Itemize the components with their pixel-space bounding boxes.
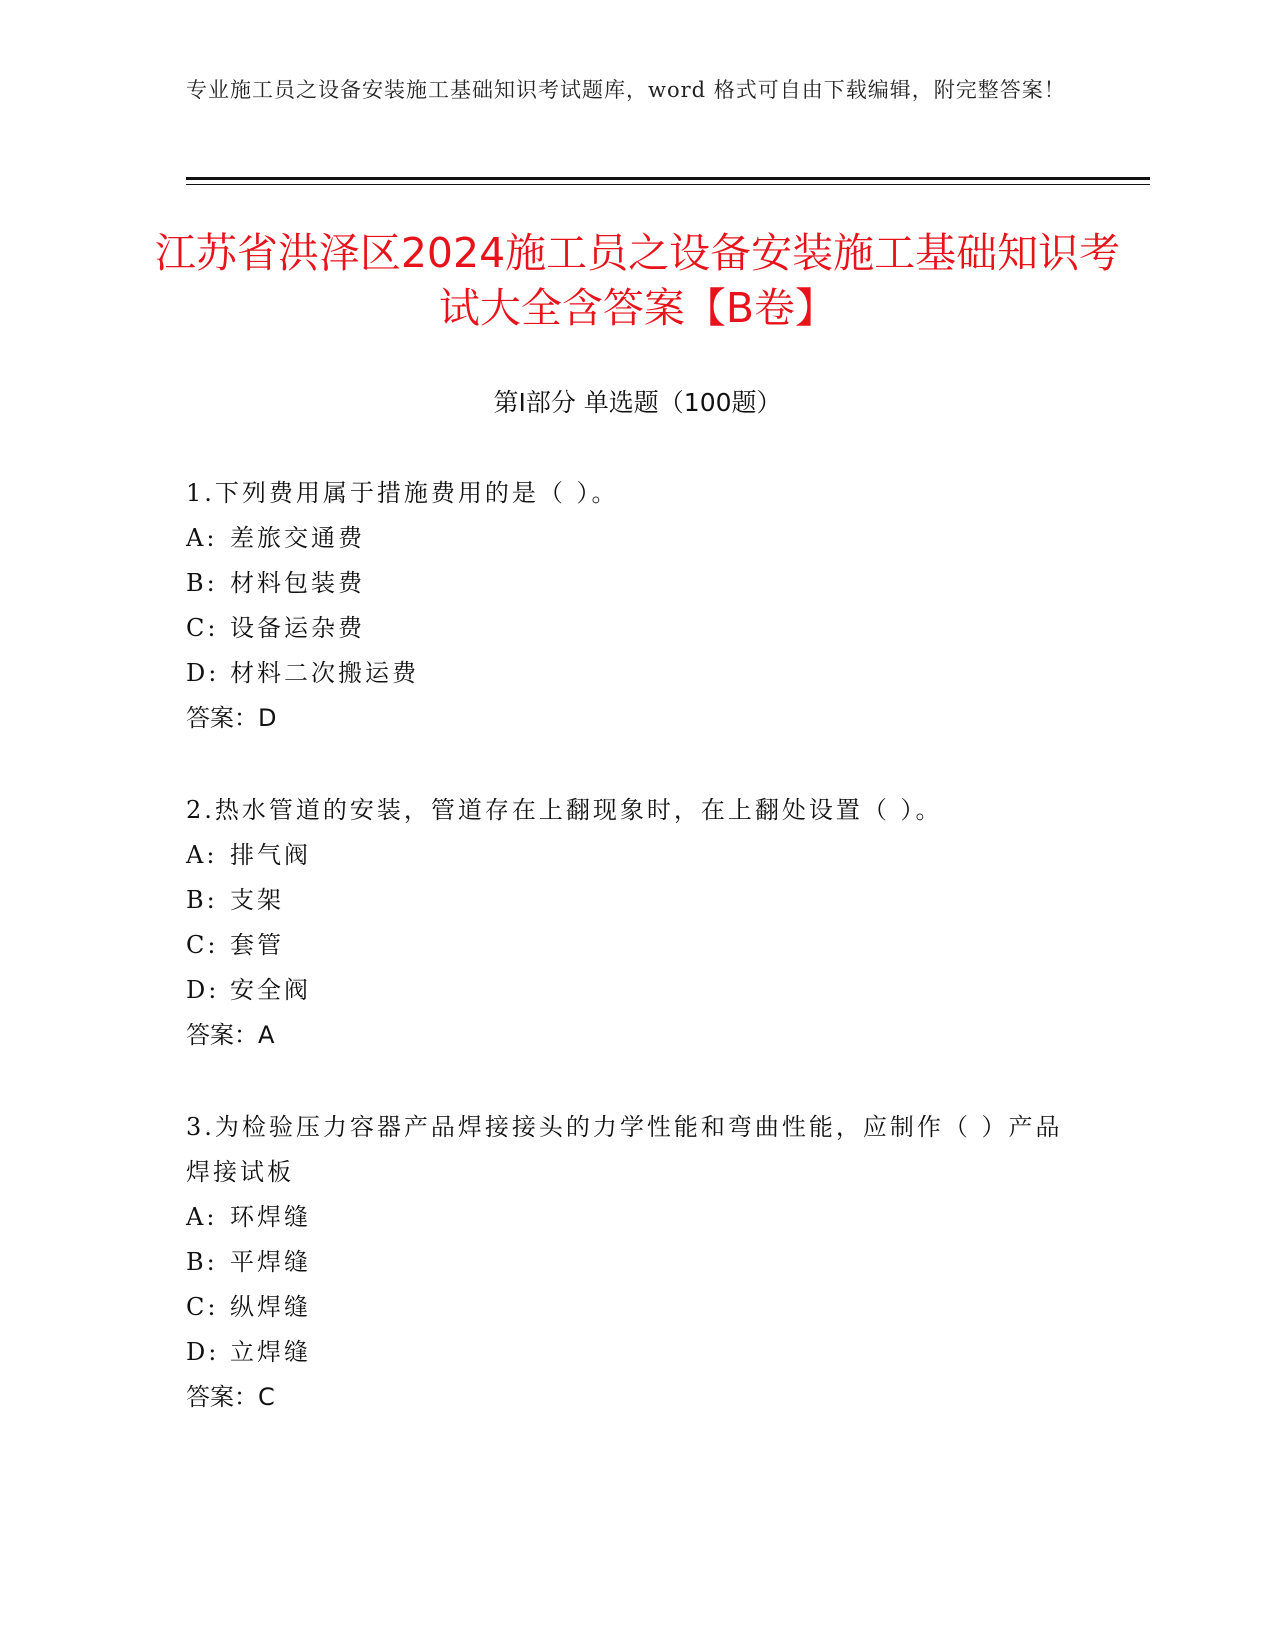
answer-label: 答案： — [186, 1383, 258, 1411]
option-letter: B: — [186, 886, 218, 914]
option-d — [186, 968, 1086, 1013]
option-d — [186, 651, 1086, 696]
option-text: 差旅交通费 — [230, 524, 365, 552]
option-b — [186, 561, 1086, 606]
option-b — [186, 878, 1086, 923]
question-text: 3.为检验压力容器产品焊接接头的力学性能和弯曲性能，应制作（ ）产品焊接试板 — [186, 1113, 1063, 1186]
option-c — [186, 923, 1086, 968]
option-text: 设备运杂费 — [230, 614, 365, 642]
option-letter: D: — [186, 976, 220, 1004]
option-letter: B: — [186, 569, 218, 597]
option-a — [186, 1195, 1086, 1240]
header-rule-thick — [186, 177, 1150, 180]
option-text: 纵焊缝 — [230, 1293, 311, 1321]
document-title: 江苏省洪泽区2024施工员之设备安装施工基础知识考试大全含答案【B卷】 — [154, 229, 1121, 332]
section-heading: 第Ⅰ部分 单选题（100题） — [493, 388, 782, 417]
question-3 — [186, 1105, 1086, 1420]
answer-value: A — [258, 1021, 275, 1049]
answer-line — [186, 1375, 1086, 1420]
option-letter: C: — [186, 1293, 219, 1321]
answer-label: 答案： — [186, 704, 258, 732]
option-letter: B: — [186, 1248, 218, 1276]
option-letter: C: — [186, 614, 219, 642]
option-text: 材料二次搬运费 — [230, 659, 419, 687]
header-rule-thin — [186, 184, 1150, 185]
option-a — [186, 833, 1086, 878]
option-text: 立焊缝 — [230, 1338, 311, 1366]
option-b — [186, 1240, 1086, 1285]
answer-label: 答案： — [186, 1021, 258, 1049]
option-d — [186, 1330, 1086, 1375]
question-text: 2.热水管道的安装，管道存在上翻现象时，在上翻处设置（ ）。 — [186, 796, 943, 824]
question-text: 1.下列费用属于措施费用的是（ ）。 — [186, 479, 619, 507]
question-1 — [186, 471, 1086, 741]
option-a — [186, 516, 1086, 561]
option-letter: D: — [186, 659, 220, 687]
option-letter: A: — [186, 841, 218, 869]
option-letter: D: — [186, 1338, 220, 1366]
option-text: 套管 — [230, 931, 284, 959]
answer-line — [186, 1013, 1086, 1058]
option-letter: A: — [186, 524, 218, 552]
option-text: 安全阀 — [230, 976, 311, 1004]
option-letter: C: — [186, 931, 219, 959]
option-text: 排气阀 — [230, 841, 311, 869]
option-text: 环焊缝 — [230, 1203, 311, 1231]
option-c — [186, 606, 1086, 651]
option-c — [186, 1285, 1086, 1330]
option-text: 材料包装费 — [230, 569, 365, 597]
answer-value: D — [258, 704, 277, 732]
answer-value: C — [258, 1383, 275, 1411]
option-text: 支架 — [230, 886, 284, 914]
question-list — [186, 471, 1086, 1467]
question-2 — [186, 788, 1086, 1058]
option-text: 平焊缝 — [230, 1248, 311, 1276]
header-note: 专业施工员之设备安装施工基础知识考试题库，word 格式可自由下载编辑，附完整答案！ — [186, 78, 1066, 102]
option-letter: A: — [186, 1203, 218, 1231]
answer-line — [186, 696, 1086, 741]
